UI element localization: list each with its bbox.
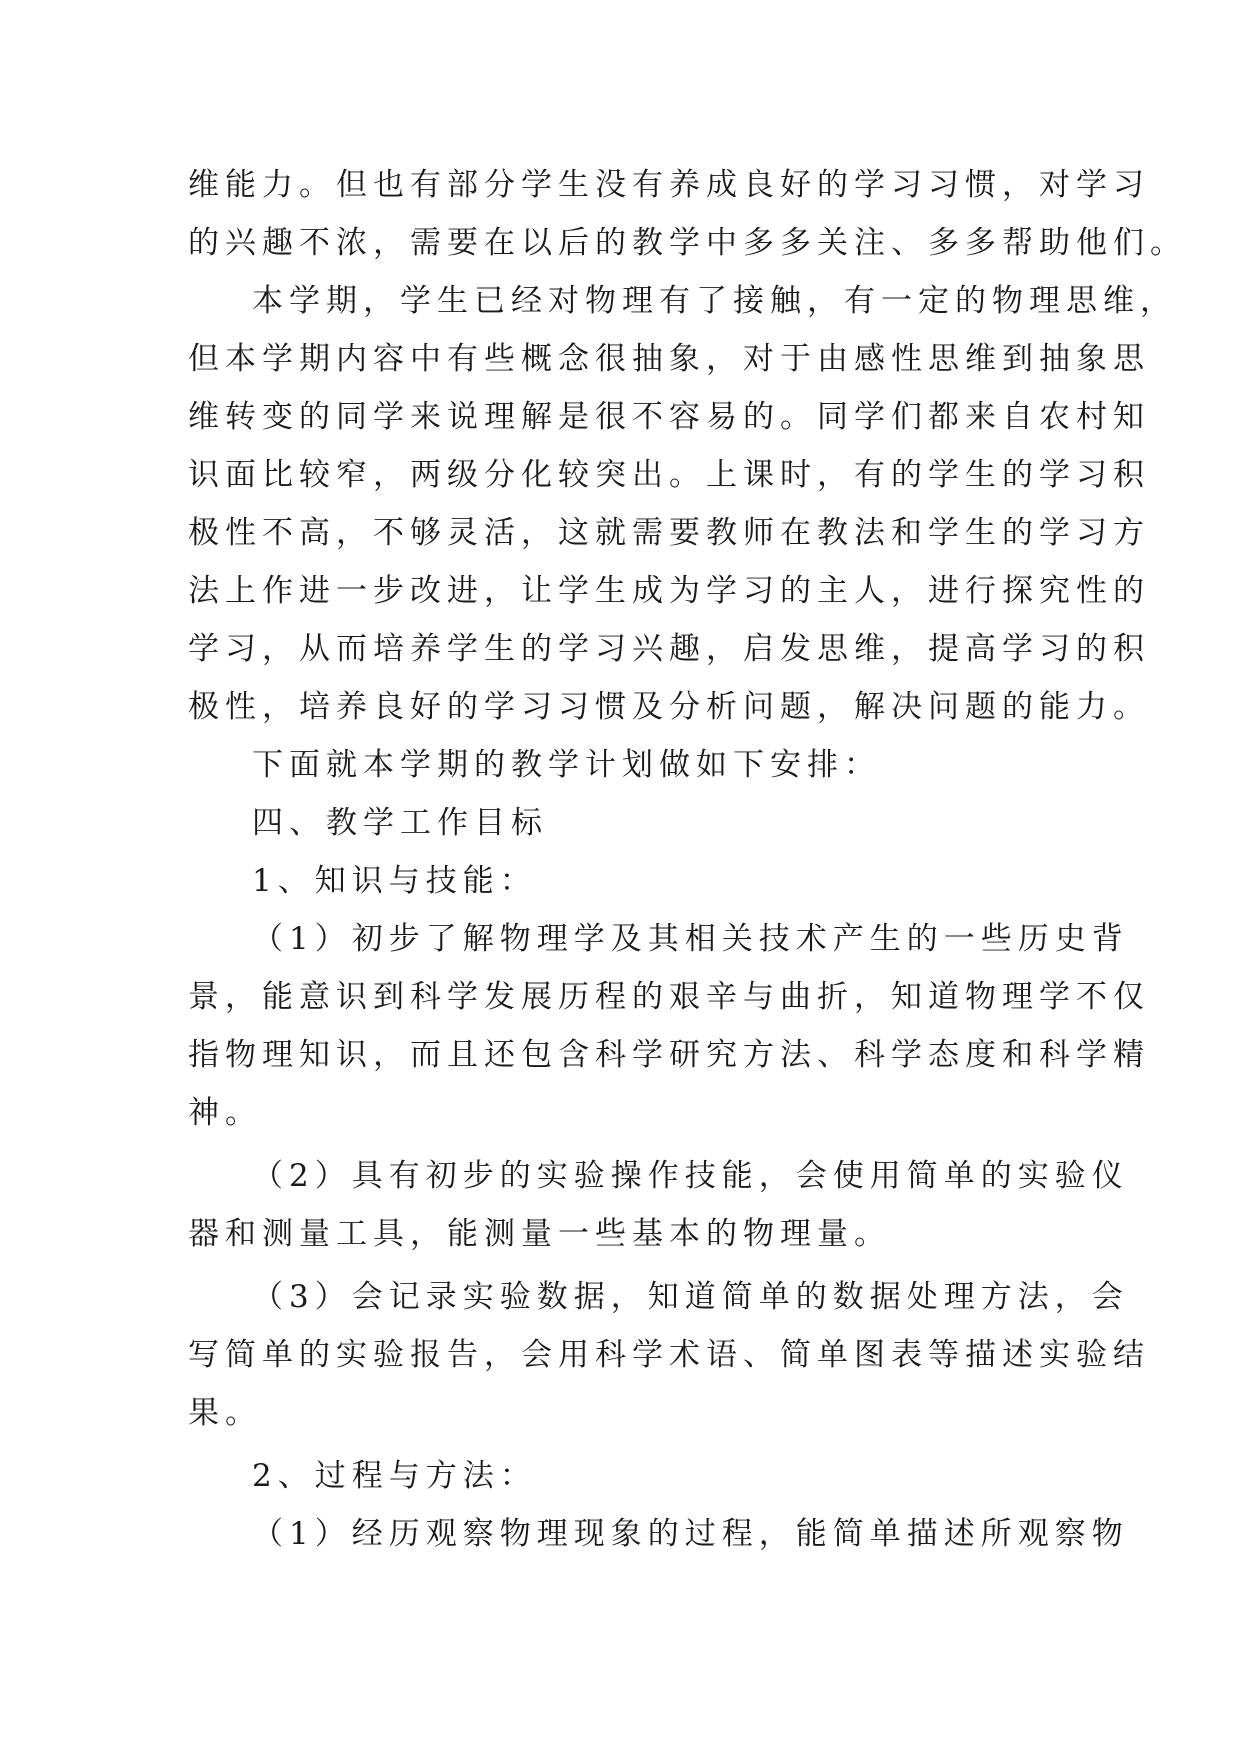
list-item: （2）具有初步的实验操作技能，会使用简单的实验仪 xyxy=(252,1158,1129,1194)
text-line: 写简单的实验报告，会用科学术语、简单图表等描述实验结 xyxy=(188,1337,1150,1373)
text-line: 法上作进一步改进，让学生成为学习的主人，进行探究性的 xyxy=(188,573,1150,609)
text-line: 极性不高，不够灵活，这就需要教师在教法和学生的学习方 xyxy=(188,515,1150,551)
text-line: 但本学期内容中有些概念很抽象，对于由感性思维到抽象思 xyxy=(188,341,1150,377)
text-line: 神。 xyxy=(188,1095,262,1131)
text-line: 维转变的同学来说理解是很不容易的。同学们都来自农村知 xyxy=(188,399,1150,435)
text-line: 下面就本学期的教学计划做如下安排： xyxy=(252,747,881,783)
list-item: （1）经历观察物理现象的过程，能简单描述所观察物 xyxy=(252,1516,1129,1552)
text-line: 果。 xyxy=(188,1395,262,1431)
subsection-heading: 1、知识与技能： xyxy=(252,863,537,899)
text-line: 极性，培养良好的学习习惯及分析问题，解决问题的能力。 xyxy=(188,689,1150,725)
text-line: 的兴趣不浓，需要在以后的教学中多多关注、多多帮助他们。 xyxy=(188,225,1187,261)
text-line: 学习，从而培养学生的学习兴趣，启发思维，提高学习的积 xyxy=(188,631,1150,667)
text-line: 景，能意识到科学发展历程的艰辛与曲折，知道物理学不仅 xyxy=(188,979,1150,1015)
text-line: 识面比较窄，两级分化较突出。上课时，有的学生的学习积 xyxy=(188,457,1150,493)
list-item: （1）初步了解物理学及其相关技术产生的一些历史背 xyxy=(252,921,1129,957)
subsection-heading: 2、过程与方法： xyxy=(252,1458,537,1494)
text-line: 本学期，学生已经对物理有了接触，有一定的物理思维， xyxy=(252,283,1177,319)
text-line: 维能力。但也有部分学生没有养成良好的学习习惯，对学习 xyxy=(188,167,1150,203)
text-line: 指物理知识，而且还包含科学研究方法、科学态度和科学精 xyxy=(188,1037,1150,1073)
document-body xyxy=(188,156,1187,1563)
section-heading: 四、教学工作目标 xyxy=(252,805,548,841)
text-line: 器和测量工具，能测量一些基本的物理量。 xyxy=(188,1216,891,1252)
list-item: （3）会记录实验数据，知道简单的数据处理方法，会 xyxy=(252,1279,1129,1315)
